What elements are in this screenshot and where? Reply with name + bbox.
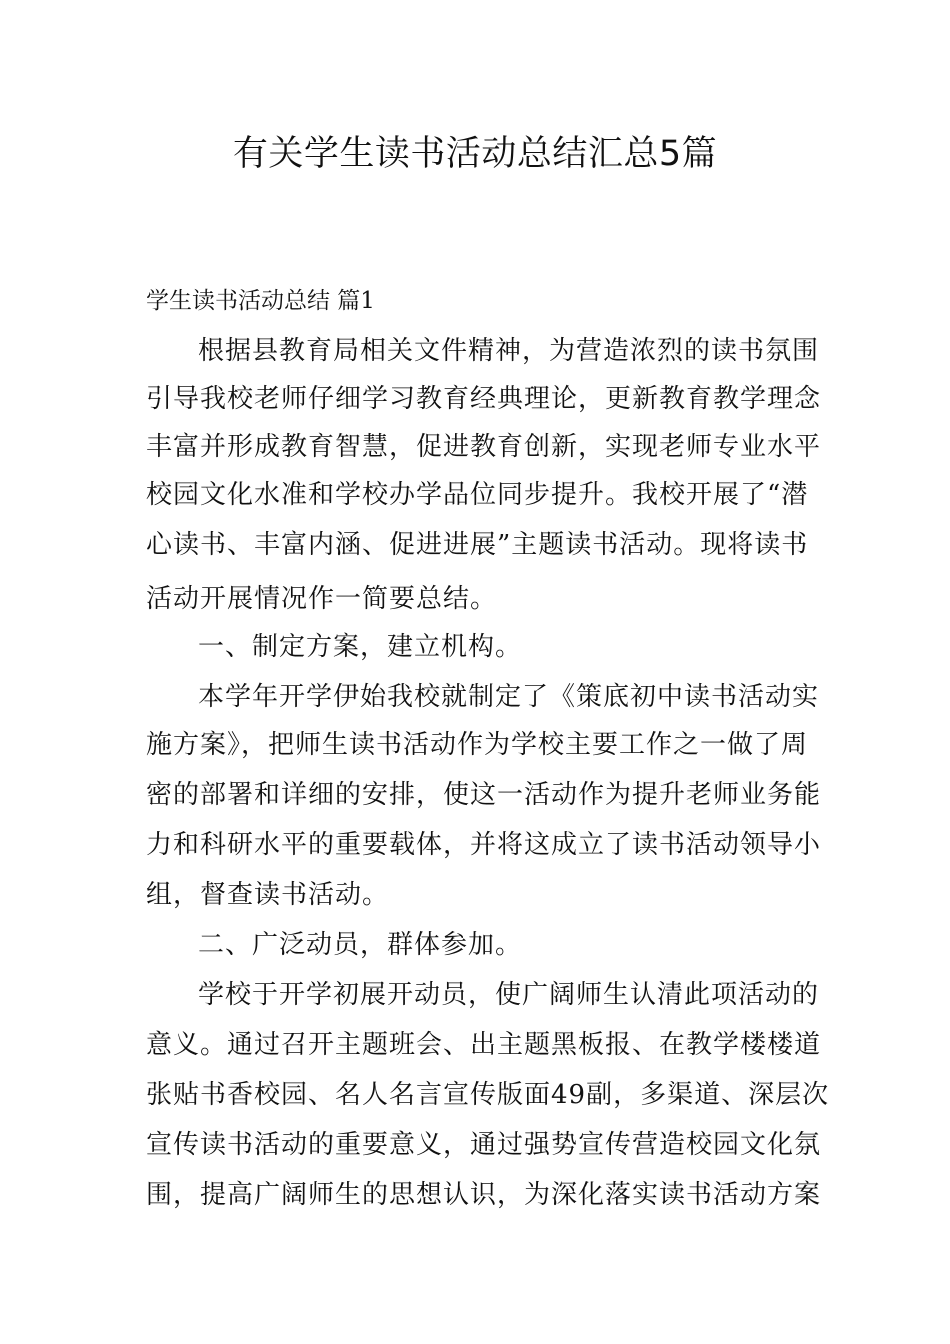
paragraph-line: 施方案》，把师生读书活动作为学校主要工作之一做了周 <box>146 730 809 760</box>
paragraph-line: 引导我校老师仔细学习教育经典理论，更新教育教学理念 <box>146 384 822 414</box>
paragraph-line: 本学年开学伊始我校就制定了《策底初中读书活动实 <box>198 682 820 712</box>
section-subheading: 一、制定方案，建立机构。 <box>198 632 523 662</box>
paragraph-line: 围，提高广阔师生的思想认识，为深化落实读书活动方案 <box>146 1180 822 1210</box>
section-heading: 学生读书活动总结 篇1 <box>146 288 375 314</box>
paragraph-line: 意义。通过召开主题班会、出主题黑板报、在教学楼楼道 <box>146 1030 822 1060</box>
paragraph-line: 根据县教育局相关文件精神，为营造浓烈的读书氛围 <box>198 336 820 366</box>
paragraph-line: 张贴书香校园、名人名言宣传版面49副，多渠道、深层次 <box>146 1080 830 1110</box>
paragraph-line: 学校于开学初展开动员，使广阔师生认清此项活动的 <box>198 980 820 1010</box>
section-subheading: 二、广泛动员，群体参加。 <box>198 930 523 960</box>
paragraph-line: 密的部署和详细的安排，使这一活动作为提升老师业务能 <box>146 780 822 810</box>
document-title: 有关学生读书活动总结汇总5篇 <box>232 134 718 174</box>
paragraph-line: 校园文化水准和学校办学品位同步提升。我校开展了“潜 <box>146 480 809 510</box>
paragraph-line: 力和科研水平的重要载体，并将这成立了读书活动领导小 <box>146 830 822 860</box>
paragraph-line: 丰富并形成教育智慧，促进教育创新，实现老师专业水平 <box>146 432 822 462</box>
paragraph-line: 心读书、丰富内涵、促进进展”主题读书活动。现将读书 <box>146 530 809 560</box>
paragraph-line: 活动开展情况作一简要总结。 <box>146 584 498 614</box>
paragraph-line: 宣传读书活动的重要意义，通过强势宣传营造校园文化氛 <box>146 1130 822 1160</box>
paragraph-line: 组，督查读书活动。 <box>146 880 390 910</box>
